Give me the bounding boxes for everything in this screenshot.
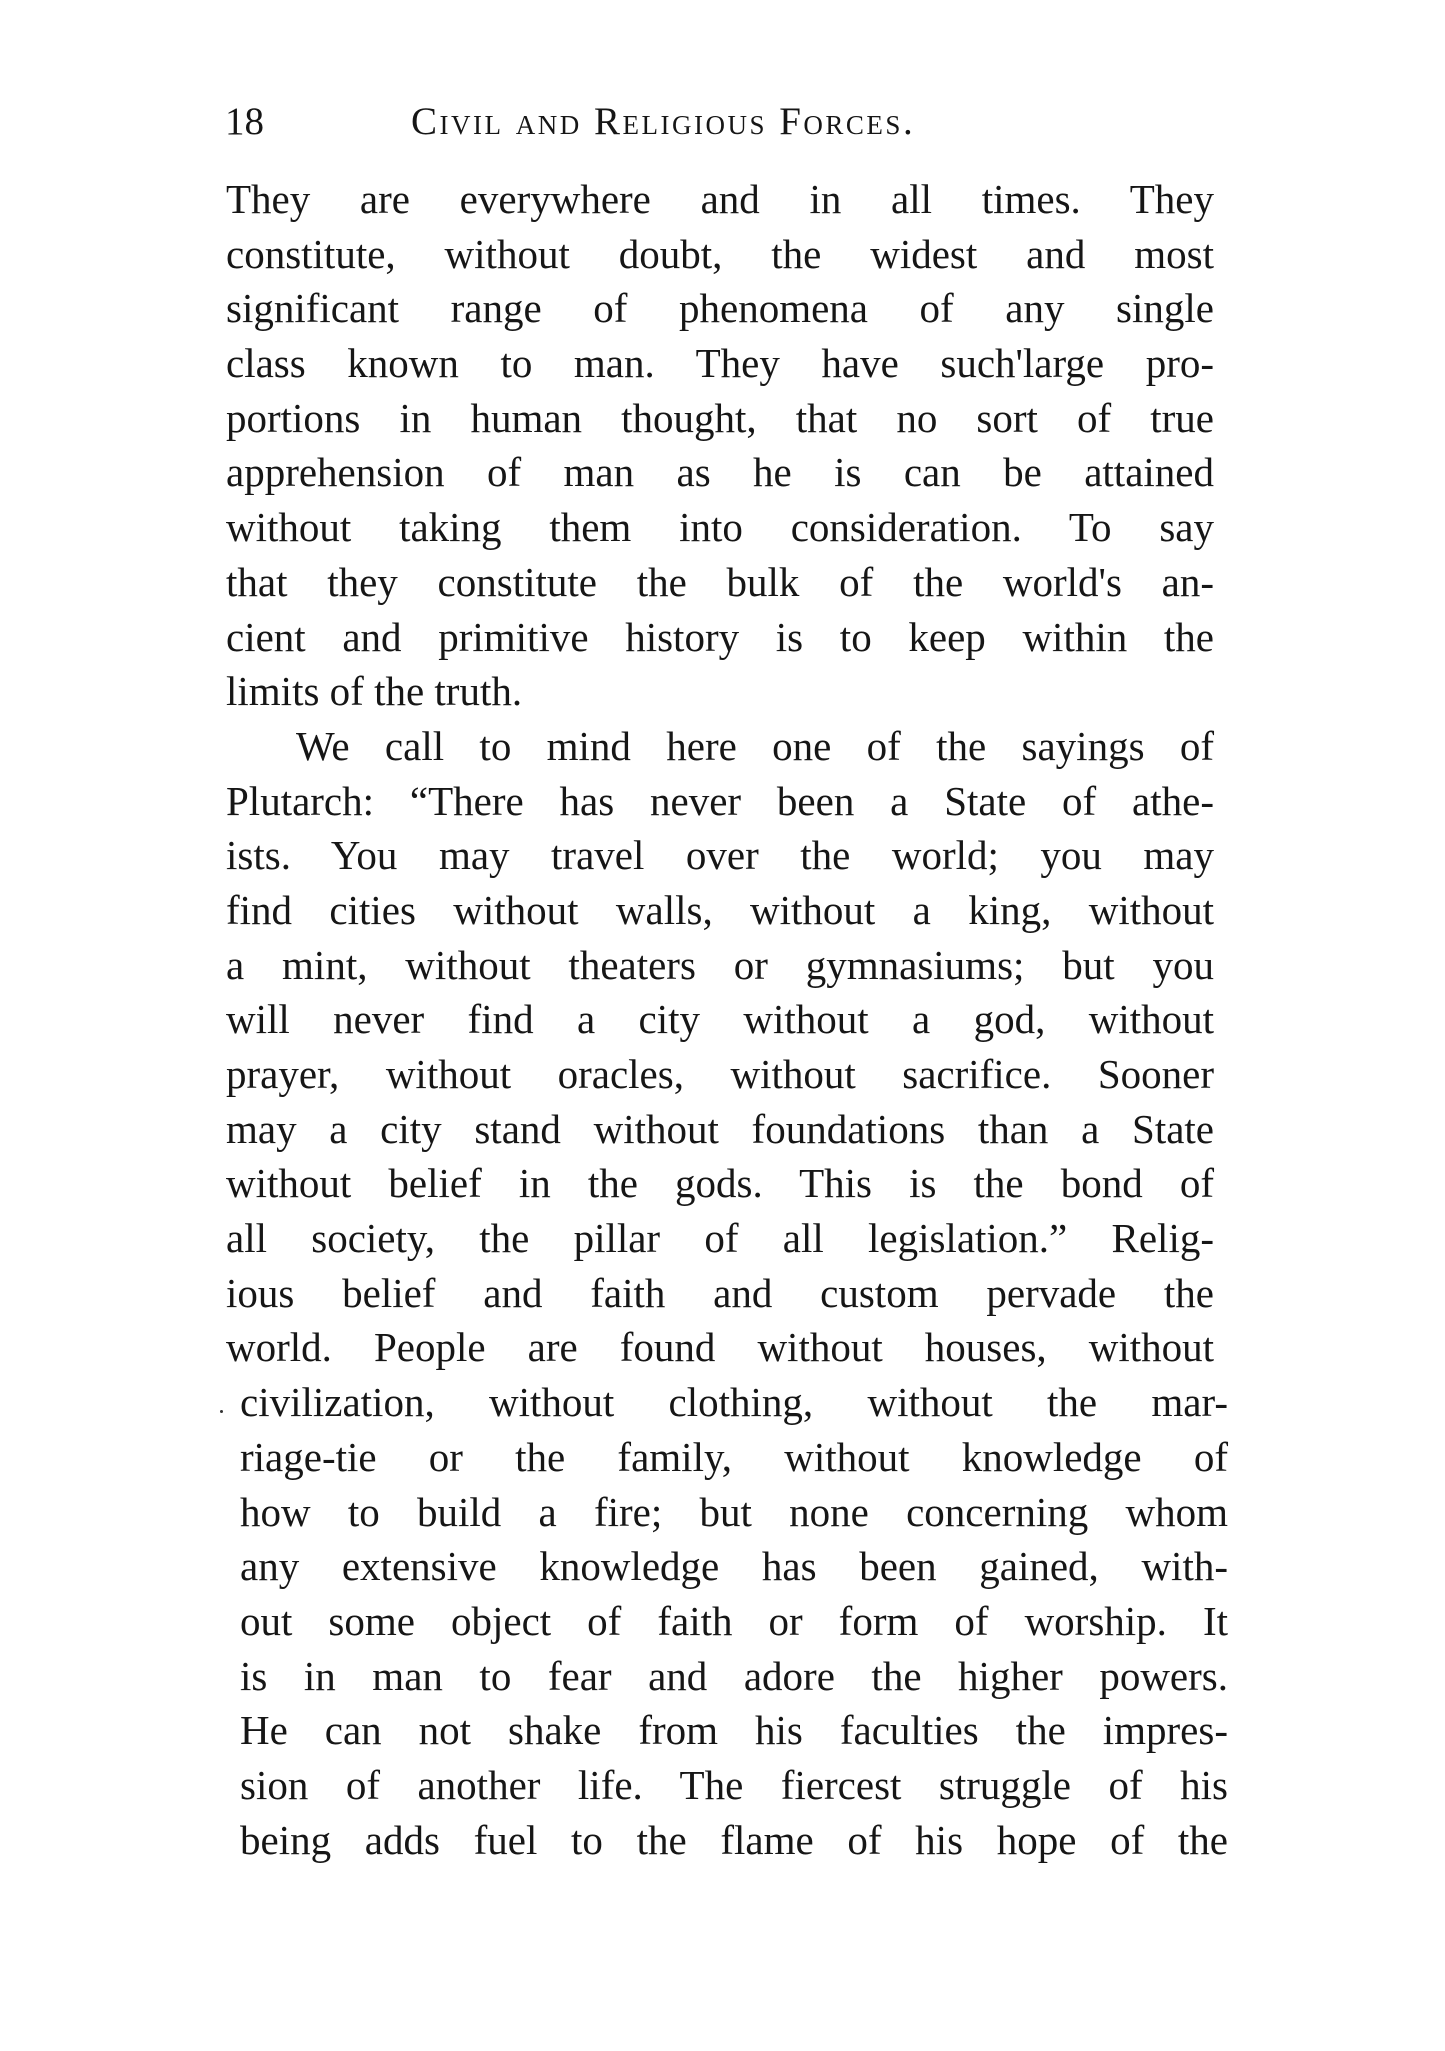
text-line: We call to mind here one of the sayings of <box>296 722 1214 769</box>
running-title: Civil and Religious Forces. <box>411 100 916 143</box>
paragraph-1 <box>226 172 1214 719</box>
text-line: constitute, without doubt, the widest and most <box>226 230 1214 277</box>
text-line: a mint, without theaters or gymnasiums; but you <box>226 941 1214 988</box>
text-line: that they constitute the bulk of the world's an- <box>226 558 1214 605</box>
text-line: how to build a fire; but none concerning whom <box>240 1488 1228 1535</box>
text-line: portions in human thought, that no sort of true <box>226 394 1214 441</box>
text-line: limits of the truth. <box>226 668 523 715</box>
text-line: cient and primitive history is to keep within the <box>226 613 1214 660</box>
paragraph-2 <box>226 719 1228 1867</box>
text-line: out some object of faith or form of worship. It <box>240 1597 1228 1644</box>
text-line: world. People are found without houses, without <box>226 1324 1214 1371</box>
text-line: find cities without walls, without a king, without <box>226 886 1214 933</box>
page-body <box>226 172 1228 1867</box>
text-line: is in man to fear and adore the higher powers. <box>240 1652 1228 1699</box>
text-line: significant range of phenomena of any single <box>226 285 1214 332</box>
margin-speck <box>220 1410 223 1413</box>
text-line: class known to man. They have such'large pro- <box>226 340 1214 387</box>
text-line: civilization, without clothing, without the mar- <box>240 1379 1228 1426</box>
text-line: without taking them into consideration. To say <box>226 504 1214 551</box>
text-line: They are everywhere and in all times. They <box>226 176 1214 222</box>
text-line: any extensive knowledge has been gained, with- <box>240 1543 1228 1590</box>
text-line: all society, the pillar of all legislation.” Relig- <box>226 1215 1214 1262</box>
text-line: ists. You may travel over the world; you may <box>226 832 1214 879</box>
text-line: will never find a city without a god, without <box>226 996 1214 1043</box>
text-line: being adds fuel to the flame of his hope of the <box>240 1816 1228 1863</box>
text-line: He can not shake from his faculties the impres- <box>240 1707 1228 1754</box>
text-line: ious belief and faith and custom pervade the <box>226 1269 1214 1316</box>
page-header <box>225 92 1045 152</box>
text-line: without belief in the gods. This is the bond of <box>226 1160 1214 1207</box>
text-line: may a city stand without foundations than a State <box>226 1105 1214 1152</box>
text-line: Plutarch: “There has never been a State of athe- <box>226 777 1214 824</box>
text-line: prayer, without oracles, without sacrifice. Sooner <box>226 1051 1214 1097</box>
text-line: sion of another life. The fiercest struggle of his <box>240 1761 1228 1808</box>
text-line: apprehension of man as he is can be attained <box>226 449 1214 496</box>
text-line: riage-tie or the family, without knowledge of <box>240 1433 1228 1480</box>
page-number: 18 <box>225 100 264 143</box>
